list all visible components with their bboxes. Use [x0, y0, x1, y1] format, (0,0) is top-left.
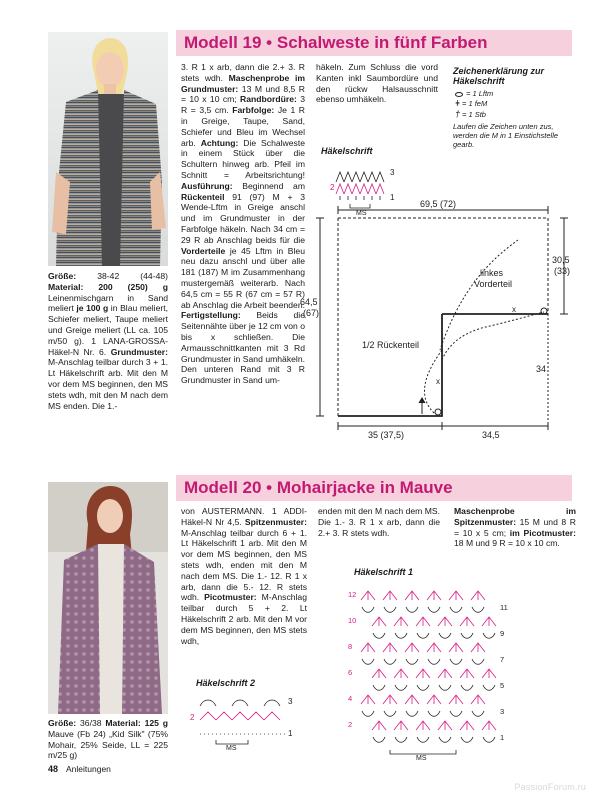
- dim-right-1: 30,5: [552, 255, 570, 265]
- chart1-symbol: [450, 659, 462, 664]
- section-label: Anleitungen: [66, 764, 111, 774]
- chart1-symbol: [427, 643, 441, 652]
- chart1-symbol: [384, 607, 396, 612]
- legend-note: Laufen die Zeichen unten zus, werden die M in 1 Einstichstelle gearb.: [453, 122, 559, 149]
- chart1-symbol: [471, 591, 485, 600]
- chart1-symbol: [416, 669, 430, 678]
- model19-col2-run-16: Beids die Seitennähte über je 12 cm von o bis x schließen. Die Armausschnittkanten mit 3 Rd Grundmuster in Sand umhäkeln. Den unteren Rand mit 3 R Grundmuster in Sand um-: [181, 310, 305, 386]
- chart2-row-label-1: 1: [288, 729, 293, 738]
- model19-col2-run-9: Ausführung:: [181, 180, 233, 191]
- chart1-row-label-right: 3: [500, 707, 505, 716]
- chart1-symbol: [417, 685, 429, 690]
- chart2-ms-label: MS: [226, 745, 237, 750]
- chart1-symbol: [439, 633, 451, 638]
- marker-x-2: x: [436, 377, 440, 386]
- model19-col2-run-15: Fertigstellung:: [181, 310, 241, 321]
- chart2-row-label-2: 2: [190, 713, 195, 722]
- chart1-symbol: [427, 591, 441, 600]
- chart-row-2: [336, 184, 384, 194]
- chart1-symbol: [383, 591, 397, 600]
- chart1-symbol: [427, 695, 441, 704]
- chart1-symbol: [461, 737, 473, 742]
- chart1-symbol: [483, 633, 495, 638]
- dim-left-1: 64,5: [300, 297, 318, 307]
- chart1-symbol: [483, 737, 495, 742]
- chart1-symbol: [383, 643, 397, 652]
- chart1-symbol: [384, 711, 396, 716]
- single-crochet-symbol-icon: ǂ: [455, 99, 460, 108]
- chart1-row-label-right: 9: [500, 629, 505, 638]
- chart1-row-label-left: 2: [348, 720, 353, 729]
- model20-text-col1: [48, 718, 168, 761]
- chart1-symbol: [394, 721, 408, 730]
- chart1-symbol: [361, 643, 375, 652]
- chart1-symbol: [373, 685, 385, 690]
- chart1-row-label-left: 4: [348, 694, 353, 703]
- dim-bottom-right: 34,5: [482, 430, 500, 440]
- chart1-symbol: [373, 737, 385, 742]
- chart1-row: [373, 737, 495, 742]
- model19-col2-run-4: 3 R = 3,5 cm.: [181, 94, 305, 116]
- model19-col1-run-3: Leinenmischgarn in Sand meliert: [48, 292, 168, 314]
- chart1-row: [362, 659, 484, 664]
- chart1-symbol: [406, 659, 418, 664]
- model20-col2-run-4: M-Anschlag teilbar durch 5 + 2. Lt Häkelschrift 2 arb. Mit den M vor dem MS beginnen, den MS stets wdh,: [181, 592, 307, 646]
- model19-title: Modell 19 • Schalweste in fünf Farben: [184, 33, 488, 52]
- chart1-row: [373, 633, 495, 638]
- model20-col2-run-1: Spitzenmuster:: [244, 516, 307, 527]
- model20-crochet-chart-2: [188, 690, 298, 750]
- model19-col2-run-14: je 45 Lftm in Bleu neu dazu anschl und über alle 181 (187) M im Zusammenhang mustergemäß weiterarb. Nach 64,5 cm = 55 R (67 cm = 57 R) ab Anschlag die Arbeit beenden.: [181, 245, 305, 310]
- chart1-symbol: [438, 721, 452, 730]
- chart1-symbol: [438, 669, 452, 678]
- chart1-row: [361, 643, 485, 652]
- model20-text-col2: [181, 506, 307, 646]
- model20-col1-paragraph: [48, 718, 168, 761]
- chart1-symbol: [361, 591, 375, 600]
- model19-col2-paragraph: [181, 62, 305, 386]
- chart1-symbol: [417, 633, 429, 638]
- chart1-symbol: [405, 695, 419, 704]
- dim-right-2: (33): [554, 266, 571, 276]
- model19-col2-run-2: 13 M und 8,5 R = 10 x 10 cm;: [181, 83, 305, 105]
- chart1-symbol: [460, 617, 474, 626]
- model19-diagram-label: Häkelschrift: [321, 146, 373, 156]
- chart1-symbol: [482, 721, 496, 730]
- chart1-symbol: [439, 685, 451, 690]
- chart1-symbol: [483, 685, 495, 690]
- chart1-symbol: [449, 695, 463, 704]
- chart1-row: [361, 591, 485, 600]
- chart1-row: [372, 617, 496, 626]
- chart-row-label-1: 1: [390, 193, 395, 202]
- chart1-symbol: [372, 669, 386, 678]
- model20-col1-run-0: Größe:: [48, 718, 77, 728]
- label-front-1: linkes: [480, 268, 504, 278]
- chart1-symbol: [406, 607, 418, 612]
- chart1-symbol: [471, 643, 485, 652]
- chart1-symbol: [383, 695, 397, 704]
- chart1-symbol: [428, 711, 440, 716]
- chart1-ms-label: MS: [416, 755, 427, 760]
- chart1-symbol: [395, 633, 407, 638]
- chart1-row-label-left: 8: [348, 642, 353, 651]
- legend-single-crochet: ǂ = 1 feM: [453, 99, 575, 108]
- marker-x-1: x: [512, 305, 516, 314]
- chart-row-label-3: 3: [390, 168, 395, 177]
- chart1-symbol: [362, 711, 374, 716]
- chart1-row: [372, 669, 496, 678]
- model20-col3-paragraph: [318, 506, 440, 538]
- chart1-symbol: [405, 591, 419, 600]
- armhole-arc: [442, 312, 544, 360]
- chart1-symbol: [395, 685, 407, 690]
- model19-col2-run-7: Achtung:: [200, 137, 239, 148]
- model20-col2-paragraph: [181, 506, 307, 646]
- model19-col1-run-2: Material: 200 (250) g: [48, 281, 168, 292]
- chart1-row: [372, 721, 496, 730]
- model19-photo: [48, 32, 168, 266]
- chart1-symbol: [449, 591, 463, 600]
- chart-row-label-2: 2: [330, 183, 335, 192]
- model20-diagram2-label: Häkelschrift 2: [196, 678, 256, 688]
- chart-ms-label: MS: [356, 210, 367, 216]
- model20-title: Modell 20 • Mohairjacke in Mauve: [184, 478, 453, 497]
- model19-schematic: [300, 200, 580, 440]
- chart2-row-3: [200, 700, 280, 706]
- chart1-symbol: [472, 607, 484, 612]
- model20-col1-run-3: Mauve (Fb 24) „Kid Silk" (75% Mohair, 25% Seide, LL = 225 m/25 g): [48, 728, 168, 761]
- model19-col1-run-7: M-Anschlag teilbar durch 3 + 1. Lt Häkelschrift arb. Mit den M vor dem MS beginnen, den MS stets wdh, mit den M nach dem MS enden. Die 1.-: [48, 357, 168, 411]
- chart2-row-2: [200, 712, 280, 720]
- schematic-outline-solid: [338, 314, 548, 416]
- chart1-symbol: [384, 659, 396, 664]
- chart1-symbol: [416, 617, 430, 626]
- model19-text-col2: [181, 62, 305, 386]
- schematic-outline-dashed: [338, 218, 548, 416]
- chart1-symbol: [362, 607, 374, 612]
- model20-col2-run-0: von AUSTERMANN. 1 ADDI-Häkel-N Nr 4,5.: [181, 506, 307, 527]
- watermark: PassionForum.ru: [514, 782, 586, 792]
- model20-diagram1-label: Häkelschrift 1: [354, 567, 414, 577]
- chart1-row: [362, 711, 484, 716]
- model19-title-banner: [176, 30, 572, 56]
- chart1-symbol: [405, 643, 419, 652]
- chart1-row: [362, 607, 484, 612]
- model20-col1-run-1: 36/38: [76, 718, 106, 728]
- seam-marker-circle-2: [435, 409, 441, 415]
- ms-bracket-2: [216, 740, 248, 744]
- chart1-symbol: [372, 721, 386, 730]
- chart1-symbol: [428, 659, 440, 664]
- dim-top: 69,5 (72): [420, 200, 457, 209]
- chart1-symbol: [450, 607, 462, 612]
- chart1-row-label-right: 11: [500, 603, 508, 612]
- chart1-symbol: [394, 669, 408, 678]
- model19-col1-run-5: in Blau meliert, Schiefer meliert, Taupe meliert und Greige meliert (LL ca. 105 m/50 g). 1 LANA-GROSSA-Häkel-N Nr. 6.: [48, 303, 168, 357]
- model20-title-banner: [176, 475, 572, 501]
- chart1-symbol: [472, 711, 484, 716]
- model19-col1-run-1: 38-42 (44-48): [76, 271, 168, 281]
- model19-col1-run-0: Größe:: [48, 271, 77, 281]
- model19-col2-run-1: Maschenprobe im Grundmuster:: [181, 72, 305, 94]
- dim-arc: 34: [536, 364, 547, 374]
- chart1-row-label-left: 6: [348, 668, 353, 677]
- chart1-symbol: [471, 695, 485, 704]
- legend-chain: = 1 Lftm: [453, 89, 575, 98]
- model20-text-col3: [318, 506, 440, 538]
- chart1-symbol: [449, 643, 463, 652]
- chart1-row-label-left: 10: [348, 616, 357, 625]
- chart1-symbol: [394, 617, 408, 626]
- chart1-symbol: [438, 617, 452, 626]
- model19-col2-run-11: Rückenteil: [181, 191, 225, 202]
- label-front-2: Vorderteil: [474, 279, 513, 289]
- chart1-symbol: [439, 737, 451, 742]
- model20-col4-run-2: im Picotmuster:: [509, 527, 576, 538]
- chart2-row-label-3: 3: [288, 697, 293, 706]
- model19-col2-run-8: Die Schalweste in einem Stück über die Schultern hinweg arb. Pfeil im Schnitt = Arbeitsrichtung!: [181, 137, 305, 180]
- model19-col2-run-5: Farbfolge:: [232, 105, 275, 116]
- model20-col1-run-2: Material: 125 g: [105, 718, 168, 728]
- chart1-symbol: [372, 617, 386, 626]
- model20-text-col4: [454, 506, 576, 549]
- model19-col1-paragraph: [48, 271, 168, 411]
- legend-double-crochet: † = 1 Stb: [454, 109, 486, 119]
- chart1-symbol: [362, 659, 374, 664]
- chart1-symbol: [461, 685, 473, 690]
- chart1-symbol: [482, 669, 496, 678]
- chart1-symbol: [472, 659, 484, 664]
- model19-col1-run-6: Grundmuster:: [110, 346, 168, 357]
- model20-col3-run-0: enden mit den M nach dem MS. Die 1.- 3. R 1 x arb, dann die 2.+ 3. R stets wdh.: [318, 506, 440, 538]
- model20-col2-run-3: Picotmuster:: [204, 592, 257, 603]
- chart1-ms-bracket: [390, 750, 456, 754]
- chart1-row: [373, 685, 495, 690]
- chain-symbol-icon: [455, 92, 463, 97]
- chart1-symbol: [361, 695, 375, 704]
- chart1-row-label-left: 12: [348, 590, 357, 599]
- dim-left-2: (67): [303, 308, 320, 318]
- chart-row-3: [336, 172, 384, 182]
- chart1-symbol: [450, 711, 462, 716]
- chart1-row-label-right: 7: [500, 655, 505, 664]
- chart1-symbol: [460, 669, 474, 678]
- model19-col3-text: häkeln. Zum Schluss die vord Kanten inkl Saumbordüre und den rückw Halsausschnitt ebenso umhäkeln.: [316, 62, 438, 105]
- chart1-symbol: [416, 721, 430, 730]
- chart1-symbol: [373, 633, 385, 638]
- model20-col4-run-1: 15 M und 8 R = 10 x 5 cm;: [454, 516, 576, 538]
- model19-text-col3: [316, 62, 438, 105]
- legend-title: Zeichenerklärung zur Häkelschrift: [453, 66, 545, 86]
- model20-crochet-chart-1: [346, 580, 516, 760]
- dim-bottom-left: 35 (37,5): [368, 430, 405, 440]
- model19-col1-run-4: je 100 g: [76, 303, 109, 314]
- chart1-symbol: [428, 607, 440, 612]
- model20-col4-run-3: 18 M und 9 R = 10 x 10 cm.: [454, 538, 560, 549]
- page-number: 48: [48, 764, 59, 774]
- model19-col2-run-3: Randbordüre:: [240, 94, 297, 105]
- model20-col4-run-0: Maschenprobe im Spitzenmuster:: [454, 506, 576, 527]
- model20-col4-paragraph: [454, 506, 576, 549]
- chart1-row: [361, 695, 485, 704]
- model19-col2-run-10: Beginnend am: [232, 180, 305, 191]
- model19-col2-run-0: 3. R 1 x arb, dann die 2.+ 3. R stets wdh.: [181, 62, 305, 83]
- model19-text-col1: [48, 271, 168, 411]
- model20-col2-run-2: M-Anschlag teilbar durch 6 + 1. Lt Häkelschrift 1 arb. Mit den M vor dem MS beginnen, den MS stets wdh, enden mit den M nach dem MS. Die 1.- 12. R 1 x arb, dann die 5.- 12. R stets wdh.: [181, 527, 307, 603]
- label-back: 1/2 Rückenteil: [362, 340, 420, 350]
- chart1-symbol: [417, 737, 429, 742]
- chart1-symbol: [406, 711, 418, 716]
- double-crochet-symbol-icon: †: [454, 109, 460, 119]
- chart1-symbol: [395, 737, 407, 742]
- model19-col2-run-13: Vorderteile: [181, 245, 226, 256]
- chart1-row-label-right: 1: [500, 733, 505, 742]
- chart1-symbol: [482, 617, 496, 626]
- chart1-symbol: [460, 721, 474, 730]
- chart1-row-label-right: 5: [500, 681, 505, 690]
- symbol-legend: [453, 66, 575, 149]
- chart1-symbol: [461, 633, 473, 638]
- model19-col2-run-12: 91 (97) M + 3 Wende-Lftm in Greige anschl und im Grundmuster in der Farbfolge häkeln. Nach 34 cm = 29 R ab Anschlag beids für die: [181, 191, 305, 245]
- model20-photo: [48, 482, 168, 714]
- model19-col2-run-6: Je 1 R in Greige, Taupe, Sand, Schiefer und Bleu im Wechsel arb.: [181, 105, 305, 148]
